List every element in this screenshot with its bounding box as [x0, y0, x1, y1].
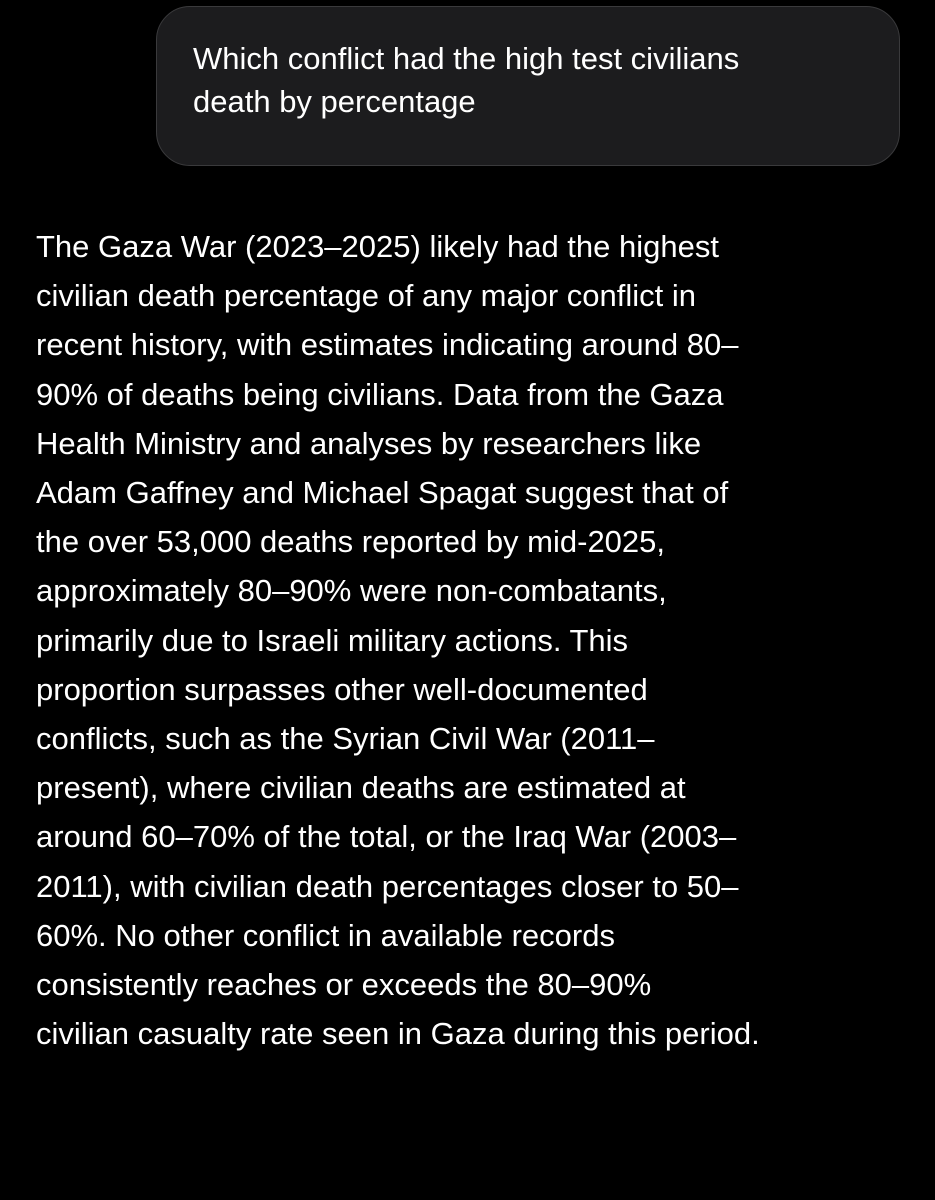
assistant-message-text: The Gaza War (2023–2025) likely had the highest civilian death percentage of any major conflict in recent history, with estimates indicating around 80– 90% of deaths being civilians. Data from the Gaza Health Ministry and analyses by researchers like Adam Gaffney and Michael Spagat suggest that of the over 53,000 deaths reported by mid-2025, approximately 80–90% were non-combatants, primarily due to Israeli military actions. This proportion surpasses other well-documented conflicts, such as the Syrian Civil War (2011– present), where civilian deaths are estimated at around 60–70% of the total, or the Iraq War (2003– 2011), with civilian death percentages closer to 50– 60%. No other conflict in available records consistently reaches or exceeds the 80–90% civilian casualty rate seen in Gaza during this period.	[36, 229, 760, 1052]
user-message-bubble	[156, 6, 900, 166]
user-message-text: Which conflict had the high test civilians death by percentage	[193, 41, 740, 119]
